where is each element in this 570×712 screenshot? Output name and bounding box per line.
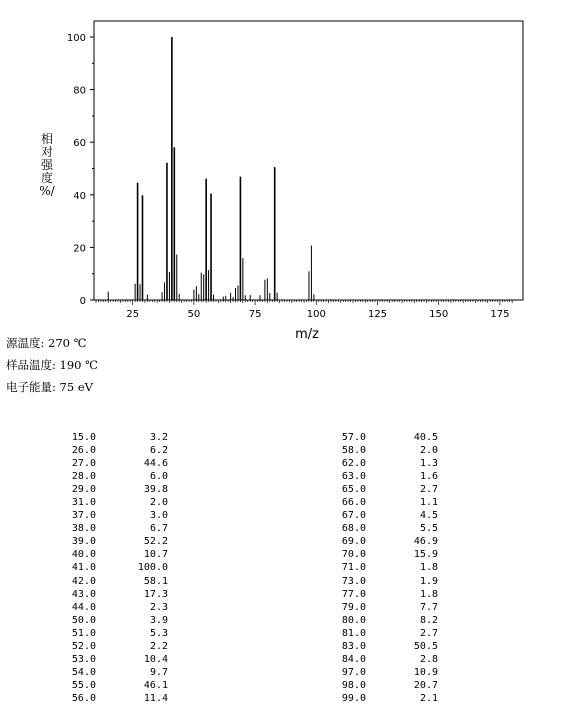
abundance-value: 50.5 [413,640,438,652]
table-row [60,548,168,561]
abundance-value: 46.9 [413,536,438,548]
mz-value: 38.0 [71,523,96,535]
abundance-value: 2.7 [419,627,438,639]
mz-value: 81.0 [341,627,366,639]
table-row [330,575,438,588]
table-row [330,561,438,574]
table-row [60,509,168,522]
y-tick-label: 80 [73,85,86,97]
table-row [330,653,438,666]
abundance-value: 3.0 [149,510,168,522]
table-row [60,640,168,653]
table-row [60,601,168,614]
abundance-value: 15.9 [413,549,438,561]
abundance-value: 20.7 [413,679,438,691]
mz-value: 97.0 [341,666,366,678]
mz-value: 15.0 [71,432,96,443]
mz-value: 63.0 [341,471,366,483]
abundance-value: 2.7 [419,484,438,496]
y-tick-label: 40 [73,190,86,202]
table-row [60,483,168,496]
table-row [330,640,438,653]
table-row [330,692,438,705]
mz-value: 99.0 [341,692,366,704]
abundance-value: 5.5 [419,523,438,535]
table-row [330,535,438,548]
y-axis-label-char: 度 [40,171,53,185]
x-axis-label: m/z [295,327,319,342]
mz-value: 54.0 [71,666,96,678]
peak-table-right [330,431,438,705]
table-row [330,470,438,483]
mz-value: 42.0 [71,575,96,587]
abundance-value: 10.4 [143,653,168,665]
chart-axes [94,21,523,300]
mz-value: 41.0 [71,562,96,574]
table-row [60,614,168,627]
abundance-value: 10.7 [143,549,168,561]
mz-value: 40.0 [71,549,96,561]
table-row [330,444,438,457]
table-row [330,483,438,496]
mz-value: 62.0 [341,458,366,470]
table-row [60,666,168,679]
table-row [330,627,438,640]
mz-value: 83.0 [341,640,366,652]
abundance-value: 7.7 [419,601,438,613]
abundance-value: 10.9 [413,666,438,678]
mz-value: 44.0 [71,601,96,613]
mz-value: 73.0 [341,575,366,587]
mz-value: 65.0 [341,484,366,496]
mz-value: 26.0 [71,445,96,457]
x-tick-label: 50 [187,309,201,320]
abundance-value: 39.8 [143,484,168,496]
mz-value: 50.0 [71,614,96,626]
conditions-block [6,332,98,398]
abundance-value: 40.5 [413,432,438,443]
table-row [60,653,168,666]
mz-value: 28.0 [71,471,96,483]
abundance-value: 44.6 [143,458,168,470]
mz-value: 56.0 [71,692,96,704]
table-row [330,588,438,601]
abundance-value: 2.1 [419,692,438,704]
abundance-value: 2.2 [149,640,168,652]
mz-value: 43.0 [71,588,96,600]
chart-ticks [67,33,512,320]
sample-temperature: 样品温度: 190 ℃ [6,358,98,372]
abundance-value: 17.3 [143,588,168,600]
mz-value: 55.0 [71,679,96,691]
abundance-value: 6.7 [149,523,168,535]
table-row [60,457,168,470]
mz-value: 98.0 [341,679,366,691]
table-row [60,627,168,640]
abundance-value: 1.9 [419,575,438,587]
peak-bars [108,37,314,300]
y-axis-label-char: 强 [40,158,53,172]
abundance-value: 2.8 [419,653,438,665]
mz-value: 53.0 [71,653,96,665]
x-tick-label: 75 [248,309,262,320]
abundance-value: 3.9 [149,614,168,626]
table-row [330,679,438,692]
abundance-value: 1.1 [419,497,438,509]
table-row [60,588,168,601]
mz-value: 51.0 [71,627,96,639]
table-row [330,614,438,627]
abundance-value: 1.8 [419,588,438,600]
electron-energy: 电子能量: 75 eV [6,380,93,394]
abundance-value: 2.3 [149,601,168,613]
mz-value: 71.0 [341,562,366,574]
abundance-value: 46.1 [143,679,168,691]
x-tick-label: 100 [306,309,326,320]
abundance-value: 100.0 [137,562,168,574]
abundance-value: 58.1 [143,575,168,587]
table-row [60,535,168,548]
table-row [330,431,438,444]
x-tick-label: 150 [429,309,449,320]
table-row [330,601,438,614]
abundance-value: 2.0 [149,497,168,509]
table-row [330,457,438,470]
table-row [60,444,168,457]
mz-value: 52.0 [71,640,96,652]
table-row [60,692,168,705]
abundance-value: 11.4 [143,692,168,704]
abundance-value: 2.0 [419,445,438,457]
table-row [60,496,168,509]
mz-value: 37.0 [71,510,96,522]
table-row [330,522,438,535]
mz-value: 68.0 [341,523,366,535]
table-row [330,496,438,509]
mz-value: 66.0 [341,497,366,509]
mz-value: 67.0 [341,510,366,522]
abundance-value: 1.6 [419,471,438,483]
y-axis-label-char: 对 [40,145,53,159]
abundance-value: 5.3 [149,627,168,639]
table-row [60,522,168,535]
mz-value: 58.0 [341,445,366,457]
mz-value: 39.0 [71,536,96,548]
mz-value: 31.0 [71,497,96,509]
mass-spectrum-chart [0,0,570,342]
abundance-value: 4.5 [419,510,438,522]
peak-table-left [60,431,168,705]
x-tick-label: 125 [367,309,388,320]
table-row [330,666,438,679]
mz-value: 29.0 [71,484,96,496]
mz-value: 79.0 [341,601,366,613]
mz-value: 77.0 [341,588,366,600]
abundance-value: 1.3 [419,458,438,470]
table-row [60,561,168,574]
abundance-value: 52.2 [143,536,168,548]
y-axis-label-char: %/ [39,184,55,198]
table-row [60,679,168,692]
abundance-value: 3.2 [149,432,168,443]
mz-value: 57.0 [341,432,366,443]
mz-value: 70.0 [341,549,366,561]
mz-value: 84.0 [341,653,366,665]
table-row [60,470,168,483]
table-row [330,548,438,561]
abundance-value: 6.2 [149,445,168,457]
y-axis-label [36,133,58,198]
y-tick-label: 20 [73,243,86,255]
abundance-value: 1.8 [419,562,438,574]
mz-value: 69.0 [341,536,366,548]
x-tick-label: 25 [126,309,140,320]
table-row [60,431,168,444]
y-axis-label-char: 相 [40,132,53,146]
abundance-value: 9.7 [149,666,168,678]
y-tick-label: 100 [66,33,86,44]
y-tick-label: 60 [73,138,86,150]
table-row [330,509,438,522]
y-tick-label: 0 [79,296,86,307]
abundance-value: 6.0 [149,471,168,483]
source-temperature: 源温度: 270 ℃ [6,336,87,350]
abundance-value: 8.2 [419,614,438,626]
mz-value: 27.0 [71,458,96,470]
x-tick-label: 175 [490,309,510,320]
mz-value: 80.0 [341,614,366,626]
plot-frame [94,21,523,300]
table-row [60,575,168,588]
